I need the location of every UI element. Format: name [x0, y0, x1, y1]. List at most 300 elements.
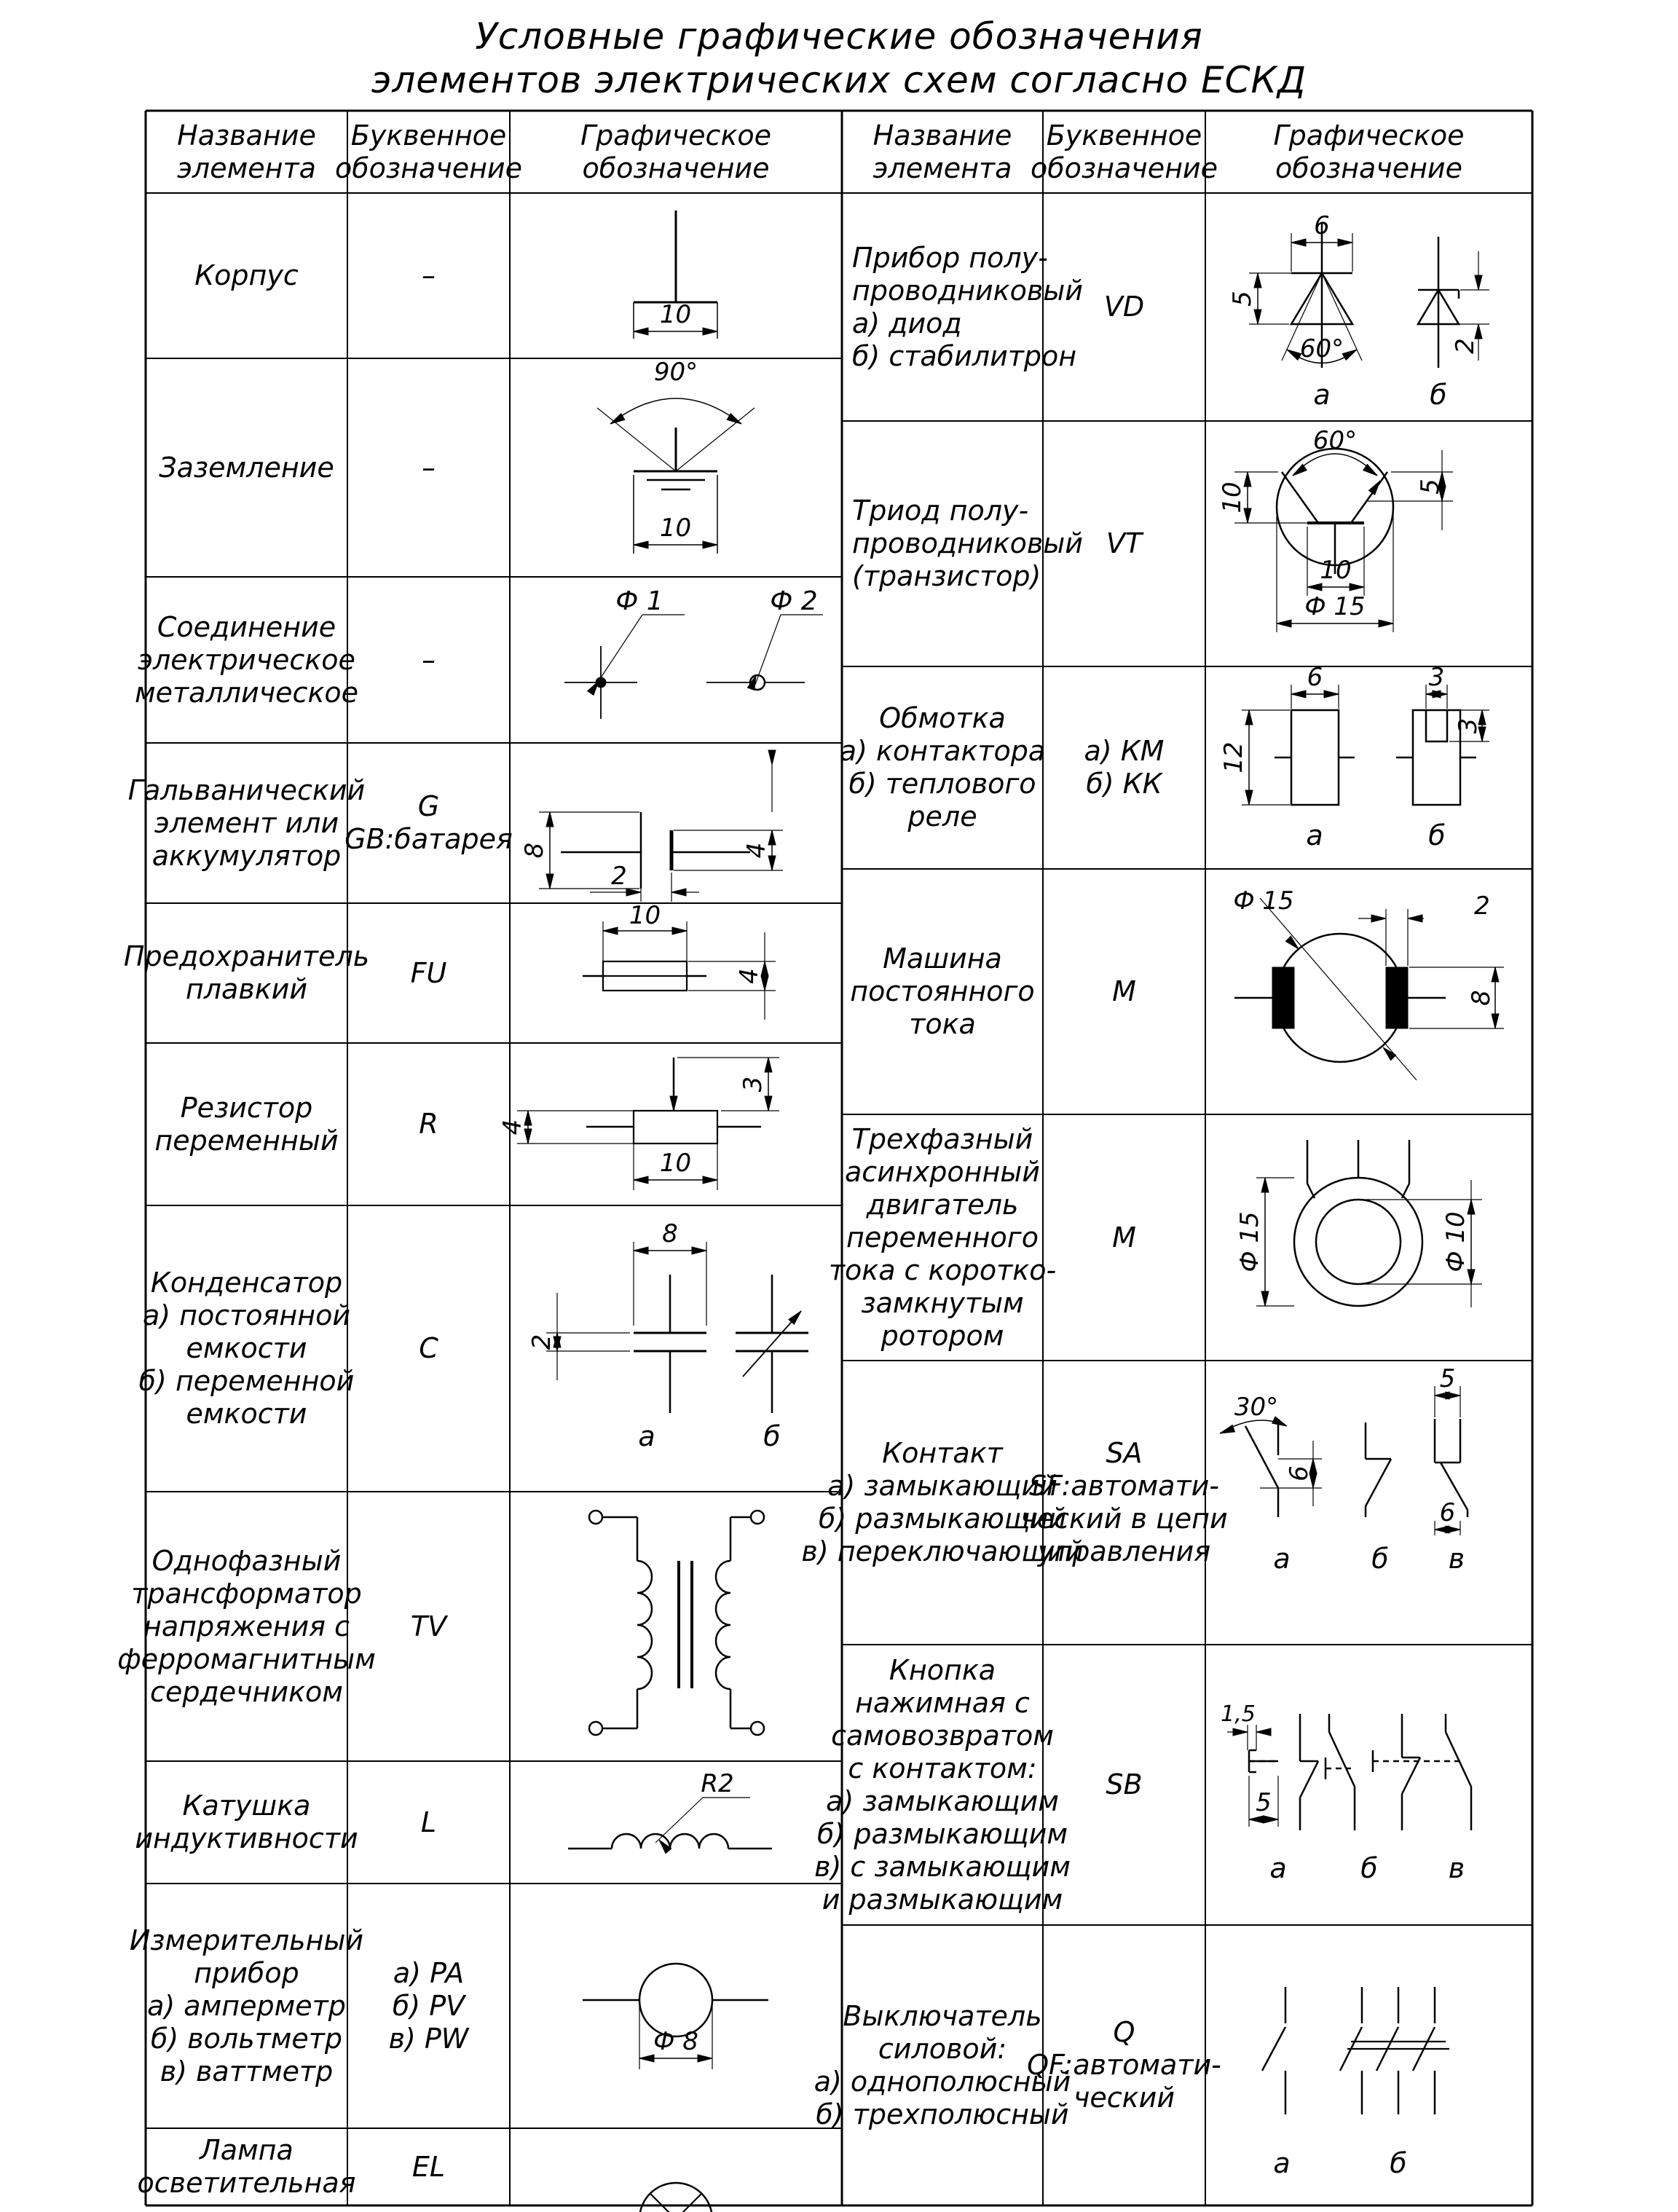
- letter-code: [350, 193, 507, 358]
- path-stroke: [1368, 481, 1380, 495]
- line-stroke: [1366, 1459, 1391, 1506]
- path-stroke: [670, 1096, 677, 1111]
- line-stroke: [1446, 1732, 1471, 1787]
- dimension-label: 6: [1285, 1465, 1314, 1481]
- element-name-line: тока: [909, 1008, 976, 1040]
- dimension-label: 10: [659, 1149, 692, 1178]
- path-stroke: [1379, 620, 1393, 627]
- element-name-line: прибор: [194, 1956, 299, 1989]
- transistor-symbol: [1205, 421, 1532, 666]
- element-name-line: проводниковый: [852, 274, 1083, 307]
- element-name: [138, 1205, 355, 1492]
- dimension-label: б: [1371, 1543, 1389, 1575]
- path-stroke: [1492, 1014, 1499, 1028]
- induction-motor-symbol: [1205, 1114, 1532, 1361]
- dimension-label: 8: [520, 842, 549, 859]
- element-name-line: аккумулятор: [151, 839, 342, 872]
- element-name-line: напряжения с: [143, 1610, 350, 1642]
- element-name-line: Предохранитель: [123, 940, 370, 972]
- letter-code-line: VT: [1106, 527, 1143, 559]
- element-name-line: Контакт: [882, 1437, 1003, 1469]
- element-name-line: силовой:: [878, 2032, 1007, 2065]
- path-stroke: [634, 1247, 648, 1254]
- letter-code-line: FU: [410, 956, 447, 989]
- element-name: [852, 421, 1083, 666]
- path-stroke: [612, 1834, 728, 1849]
- path-stroke: [1245, 710, 1253, 725]
- element-name-line: плавкий: [185, 973, 308, 1005]
- left-header-letter-line: Буквенное: [350, 119, 507, 151]
- letter-code-line: M: [1112, 975, 1136, 1007]
- element-name-line: Лампа: [200, 2134, 294, 2166]
- element-name-line: нажимная с: [855, 1686, 1030, 1719]
- path-stroke: [1492, 967, 1499, 982]
- dimension-label: 10: [1320, 556, 1352, 585]
- element-name-line: двигатель: [866, 1188, 1019, 1221]
- element-name-line: металлическое: [134, 676, 359, 709]
- element-name-line: проводниковый: [852, 527, 1083, 559]
- junction-symbol: [510, 577, 842, 743]
- path-stroke: [626, 889, 641, 896]
- dimension-label: а: [1273, 1543, 1291, 1575]
- letter-code-line: M: [1112, 1221, 1136, 1253]
- element-name-line: осветительная: [137, 2167, 356, 2199]
- letter-code: [350, 903, 507, 1043]
- dimension-label: б: [1360, 1852, 1378, 1884]
- left-header-name-line: элемента: [177, 151, 316, 184]
- element-name-line: индуктивности: [135, 1822, 358, 1854]
- left-header-letter-line: обозначение: [334, 151, 523, 184]
- element-name-line: Гальванический: [127, 774, 366, 806]
- element-name-line: емкости: [186, 1332, 307, 1364]
- element-name-line: Трехфазный: [851, 1122, 1033, 1155]
- element-name-line: б) теплового: [848, 768, 1036, 800]
- left-header-graphic-line: Графическое: [580, 119, 772, 151]
- element-name-line: Корпус: [194, 259, 299, 291]
- element-name-line: а) диод: [852, 307, 962, 339]
- dimension-label: 6: [1314, 211, 1330, 240]
- path-stroke: [671, 889, 686, 896]
- left-header-letter: [334, 111, 523, 193]
- variable-resistor-symbol: [498, 1043, 842, 1205]
- left-header-graphic-line: обозначение: [582, 151, 770, 184]
- dimension-label: 5: [1416, 479, 1445, 495]
- right-header-letter: [1030, 111, 1218, 193]
- letter-code-line: ческий: [1073, 2082, 1175, 2114]
- page-title-line-1: Условные графические обозначения: [475, 15, 1203, 58]
- path-stroke: [1285, 936, 1299, 949]
- line-stroke: [1329, 1732, 1355, 1787]
- ground-symbol: [510, 358, 842, 577]
- path-stroke: [1261, 1178, 1269, 1192]
- path-stroke: [634, 1176, 648, 1184]
- element-name: [852, 193, 1083, 421]
- path-stroke: [716, 1561, 730, 1689]
- element-name: [801, 1361, 1084, 1645]
- element-name-line: замкнутым: [861, 1286, 1024, 1319]
- path-stroke: [637, 1561, 652, 1689]
- letter-code: [344, 743, 513, 903]
- dimension-label: 5: [1256, 1788, 1272, 1817]
- letter-code-line: управления: [1037, 1535, 1211, 1567]
- rect-stroke: [1386, 967, 1408, 1028]
- dimension-label: Ф 15: [1235, 1211, 1264, 1272]
- rect-stroke: [634, 1111, 717, 1144]
- path-stroke: [1233, 1728, 1248, 1736]
- path-stroke: [1324, 690, 1339, 698]
- element-name: [845, 869, 1040, 1114]
- dimension-label: 10: [659, 513, 692, 543]
- dimension-label: 10: [1218, 481, 1247, 513]
- element-name-line: электрическое: [138, 643, 355, 676]
- letter-code-line: б) PV: [392, 1989, 465, 2022]
- element-name-line: Обмотка: [879, 702, 1006, 734]
- dimension-label: 2: [527, 1334, 556, 1350]
- path-stroke: [703, 541, 717, 548]
- element-name: [137, 2128, 356, 2205]
- element-name-line: б) переменной: [138, 1365, 355, 1397]
- element-name: [117, 1492, 376, 1761]
- letter-code: [350, 1884, 507, 2128]
- element-name: [149, 358, 344, 577]
- battery-symbol: [510, 743, 842, 903]
- dimension-label: 5: [1439, 1364, 1456, 1393]
- dimension-label: 4: [498, 1119, 527, 1135]
- element-name-line: емкости: [186, 1398, 307, 1430]
- element-name-line: Конденсатор: [150, 1267, 343, 1299]
- path-stroke: [768, 750, 776, 765]
- letter-code-line: –: [422, 451, 436, 484]
- dimension-label: Ф 8: [653, 2027, 698, 2056]
- path-stroke: [703, 328, 717, 335]
- letter-code: [1046, 1114, 1202, 1361]
- circuit-breaker-symbol: [1205, 1925, 1532, 2205]
- element-name-line: тока с коротко-: [828, 1253, 1057, 1286]
- letter-code: [350, 1492, 507, 1761]
- element-name-line: а) амперметр: [147, 1989, 346, 2022]
- dimension-label: Ф 15: [1233, 886, 1294, 916]
- dimension-label: 60°: [1299, 334, 1344, 363]
- letter-code: [350, 358, 507, 577]
- element-name-line: б) размыкающий: [818, 1503, 1067, 1535]
- dimension-label: б: [1430, 379, 1447, 411]
- element-name-line: а) контактора: [839, 735, 1046, 767]
- path-stroke: [1408, 915, 1422, 922]
- letter-code-line: SB: [1106, 1768, 1143, 1800]
- dimension-label: 8: [1467, 990, 1496, 1006]
- element-name-line: Выключатель: [843, 1999, 1042, 2032]
- element-name: [129, 1884, 364, 2128]
- pushbutton-symbol: [1205, 1645, 1532, 1925]
- circle-stroke: [589, 1511, 602, 1524]
- path-stroke: [546, 874, 554, 889]
- dimension-label: 6: [1439, 1498, 1456, 1527]
- letter-code: [1020, 1361, 1228, 1645]
- right-header-graphic-line: обозначение: [1275, 151, 1463, 184]
- dimension-label: б: [1390, 2147, 1407, 2179]
- left-header-name: [149, 111, 344, 193]
- letter-code-line: б) КК: [1086, 768, 1162, 800]
- path-stroke: [765, 1058, 772, 1072]
- fuse-symbol: [510, 903, 842, 1043]
- path-stroke: [1291, 239, 1306, 246]
- letter-code: [350, 1761, 507, 1884]
- element-name-line: сердечником: [150, 1675, 343, 1708]
- letter-code-line: EL: [411, 2150, 446, 2183]
- path-stroke: [1426, 710, 1447, 741]
- element-name-line: б) стабилитрон: [852, 339, 1077, 372]
- letter-code-line: а) КМ: [1084, 735, 1165, 767]
- path-stroke: [588, 681, 599, 695]
- capacitor-symbol: [510, 1205, 842, 1492]
- dc-machine-symbol: [1205, 869, 1532, 1114]
- element-name-line: а) постоянной: [142, 1299, 351, 1331]
- element-name-line: Триод полу-: [852, 495, 1029, 527]
- circle-stroke: [589, 1722, 602, 1735]
- letter-code-line: –: [422, 259, 436, 291]
- element-name-line: переменный: [154, 1124, 339, 1157]
- transformer-symbol: [510, 1492, 842, 1761]
- path-stroke: [1307, 1184, 1315, 1198]
- letter-code-line: TV: [410, 1610, 447, 1642]
- dimension-label: б: [763, 1420, 781, 1452]
- element-name-line: Прибор полу-: [852, 241, 1048, 274]
- line-stroke: [1282, 472, 1318, 523]
- element-name-line: Катушка: [182, 1790, 311, 1822]
- path-stroke: [639, 2055, 654, 2062]
- letter-code: [1046, 666, 1202, 869]
- right-header-name-line: элемента: [873, 151, 1012, 184]
- element-name-line: Заземление: [159, 451, 334, 484]
- path-stroke: [1254, 310, 1261, 324]
- letter-code-line: а) PA: [393, 1956, 465, 1989]
- element-name-line: самовозвратом: [831, 1719, 1054, 1752]
- element-name-line: асинхронный: [845, 1155, 1040, 1188]
- left-header-name-line: Название: [177, 119, 316, 151]
- path-stroke: [1291, 690, 1306, 698]
- path-stroke: [692, 1247, 706, 1254]
- element-name-line: постоянного: [850, 975, 1035, 1007]
- right-header-graphic: [1208, 111, 1529, 193]
- path-stroke: [1342, 350, 1357, 360]
- path-stroke: [1293, 464, 1307, 476]
- line-stroke: [1402, 1758, 1420, 1794]
- letter-code-line: QF:автомати-: [1027, 2049, 1221, 2081]
- letter-code: [350, 2128, 507, 2205]
- dimension-label: Ф 15: [1304, 592, 1366, 621]
- dimension-label: 10: [659, 300, 692, 329]
- path-stroke: [672, 927, 687, 934]
- element-name: [814, 1925, 1071, 2205]
- element-name-line: с контактом:: [848, 1752, 1037, 1784]
- letter-code-line: в) PW: [388, 2022, 469, 2055]
- path-stroke: [698, 2055, 712, 2062]
- element-name-line: б) вольтметр: [150, 2022, 343, 2055]
- element-name: [149, 193, 344, 358]
- element-name: [149, 1043, 344, 1205]
- letter-code: [350, 577, 507, 743]
- dimension-label: Ф 1: [615, 586, 663, 616]
- element-name-line: а) однополюсный: [814, 2065, 1071, 2098]
- letter-code-line: L: [420, 1806, 437, 1838]
- dimension-label: 5: [1228, 291, 1257, 307]
- dimension-label: R2: [701, 1769, 734, 1798]
- dimension-label: 4: [742, 842, 771, 859]
- path-stroke: [634, 328, 648, 335]
- dimension-label: 2: [611, 862, 627, 891]
- element-name-line: в) переключающий: [801, 1535, 1084, 1567]
- element-name-line: Соединение: [157, 610, 336, 643]
- diode-symbol: [1205, 193, 1532, 421]
- right-header-letter-line: обозначение: [1030, 151, 1218, 184]
- element-name-line: а) замыкающий: [827, 1470, 1057, 1502]
- dimension-label: 3: [1428, 663, 1445, 692]
- line-stroke: [597, 408, 676, 471]
- path-stroke: [610, 398, 741, 424]
- element-name-line: ферромагнитным: [117, 1642, 376, 1675]
- dimension-label: 60°: [1312, 426, 1358, 455]
- right-header-name-line: Название: [873, 119, 1012, 151]
- dimension-label: б: [1428, 819, 1446, 851]
- element-name: [134, 577, 359, 743]
- line-stroke: [676, 408, 755, 471]
- left-header-graphic: [513, 111, 839, 193]
- path-stroke: [634, 541, 648, 548]
- line-stroke: [1245, 1426, 1278, 1488]
- path-stroke: [703, 1176, 717, 1184]
- path-stroke: [1220, 1425, 1235, 1433]
- meter-symbol: [510, 1884, 842, 2128]
- page-title-line-2: элементов электрических схем согласно ЕСКД: [371, 59, 1307, 101]
- right-header-name: [845, 111, 1040, 193]
- dimension-label: 30°: [1234, 1393, 1279, 1422]
- path-stroke: [1363, 464, 1377, 476]
- element-name-line: Кнопка: [889, 1653, 996, 1686]
- dimension-label: Ф 2: [770, 586, 818, 616]
- dimension-label: 3: [1454, 717, 1483, 734]
- element-name-line: Резистор: [180, 1091, 313, 1124]
- dimension-label: 10: [629, 901, 661, 930]
- element-name: [135, 1761, 358, 1884]
- dimension-label: 1,5: [1221, 1701, 1256, 1727]
- path-stroke: [1402, 1184, 1409, 1198]
- letter-code-line: ческий в цепи: [1020, 1503, 1228, 1535]
- circle-stroke: [1316, 1200, 1401, 1284]
- line-stroke: [1351, 472, 1387, 523]
- coil-symbol: [1205, 663, 1532, 869]
- circle-stroke: [751, 1511, 764, 1524]
- element-name-line: Измерительный: [129, 1924, 364, 1956]
- path-stroke: [1350, 583, 1364, 591]
- element-name-line: и размыкающим: [822, 1883, 1063, 1916]
- path-stroke: [603, 927, 618, 934]
- element-name-line: а) замыкающим: [826, 1784, 1059, 1817]
- path-stroke: [1338, 239, 1352, 246]
- element-name-line: реле: [907, 800, 977, 833]
- right-header-letter-line: Буквенное: [1046, 119, 1202, 151]
- line-stroke: [1300, 1761, 1318, 1798]
- right-header-graphic-line: Графическое: [1273, 119, 1465, 151]
- element-name: [828, 1114, 1057, 1361]
- letter-code-line: G: [417, 790, 440, 822]
- letter-code-line: R: [419, 1108, 438, 1140]
- inductor-symbol: [510, 1761, 842, 1884]
- element-name-line: Машина: [883, 942, 1002, 975]
- line-stroke: [591, 615, 642, 692]
- letter-code: [350, 1043, 507, 1205]
- letter-code: [1046, 1645, 1202, 1925]
- dimension-label: а: [638, 1420, 655, 1452]
- dimension-label: 3: [738, 1076, 768, 1093]
- letter-code: [1046, 421, 1202, 666]
- element-name-line: переменного: [846, 1221, 1039, 1253]
- path-stroke: [765, 1096, 772, 1111]
- element-name-line: элемент или: [154, 806, 339, 839]
- circle-stroke: [639, 1964, 712, 2036]
- rect-stroke: [1291, 710, 1339, 805]
- element-name-line: б) трехполюсный: [816, 2098, 1069, 2130]
- dimension-label: 6: [1307, 663, 1323, 692]
- element-name: [127, 743, 366, 903]
- letter-code: [1027, 1925, 1221, 2205]
- element-name-line: в) ваттметр: [159, 2055, 334, 2087]
- element-name-line: трансформатор: [131, 1577, 362, 1610]
- dimension-label: 2: [1474, 892, 1490, 921]
- line-stroke: [1262, 2027, 1285, 2071]
- circle-stroke: [1276, 934, 1404, 1062]
- letter-code-line: –: [422, 643, 436, 676]
- letter-code-line: VD: [1103, 291, 1145, 323]
- letter-code-line: GB:батарея: [344, 823, 513, 855]
- dimension-label: 4: [735, 968, 764, 984]
- element-name: [839, 666, 1046, 869]
- letter-code-line: Q: [1113, 2016, 1135, 2048]
- path-stroke: [1245, 790, 1253, 805]
- element-name-line: Однофазный: [151, 1544, 342, 1577]
- path-stroke: [1256, 1728, 1271, 1736]
- lamp-symbol: [510, 2128, 842, 2205]
- line-stroke: [754, 615, 781, 688]
- letter-code: [1046, 193, 1202, 421]
- path-stroke: [1371, 915, 1386, 922]
- element-name: [814, 1645, 1071, 1925]
- letter-code-line: SF:автомати-: [1029, 1470, 1219, 1502]
- element-name-line: ротором: [881, 1319, 1004, 1352]
- dimension-label: 2: [1451, 338, 1480, 354]
- letter-code: [350, 1205, 507, 1492]
- letter-code-line: C: [419, 1332, 438, 1364]
- dimension-label: 8: [662, 1219, 678, 1248]
- dimension-label: а: [1269, 1852, 1287, 1884]
- dimension-label: в: [1448, 1543, 1465, 1575]
- dimension-label: 12: [1219, 741, 1248, 774]
- element-name-line: б) размыкающим: [817, 1817, 1068, 1850]
- letter-code: [1046, 869, 1202, 1114]
- path-stroke: [1277, 620, 1291, 627]
- letter-code-line: SA: [1106, 1437, 1143, 1469]
- dimension-label: в: [1448, 1852, 1465, 1884]
- element-name-line: (транзистор): [852, 560, 1041, 592]
- dimension-label: а: [1306, 819, 1323, 851]
- dimension-label: а: [1313, 379, 1331, 411]
- circle-stroke: [751, 1722, 764, 1735]
- path-stroke: [1261, 1291, 1269, 1306]
- dimension-label: Ф 10: [1441, 1211, 1470, 1272]
- dimension-label: 90°: [653, 358, 698, 387]
- element-name: [123, 903, 370, 1043]
- housing-symbol: [510, 193, 842, 358]
- path-stroke: [1254, 273, 1261, 288]
